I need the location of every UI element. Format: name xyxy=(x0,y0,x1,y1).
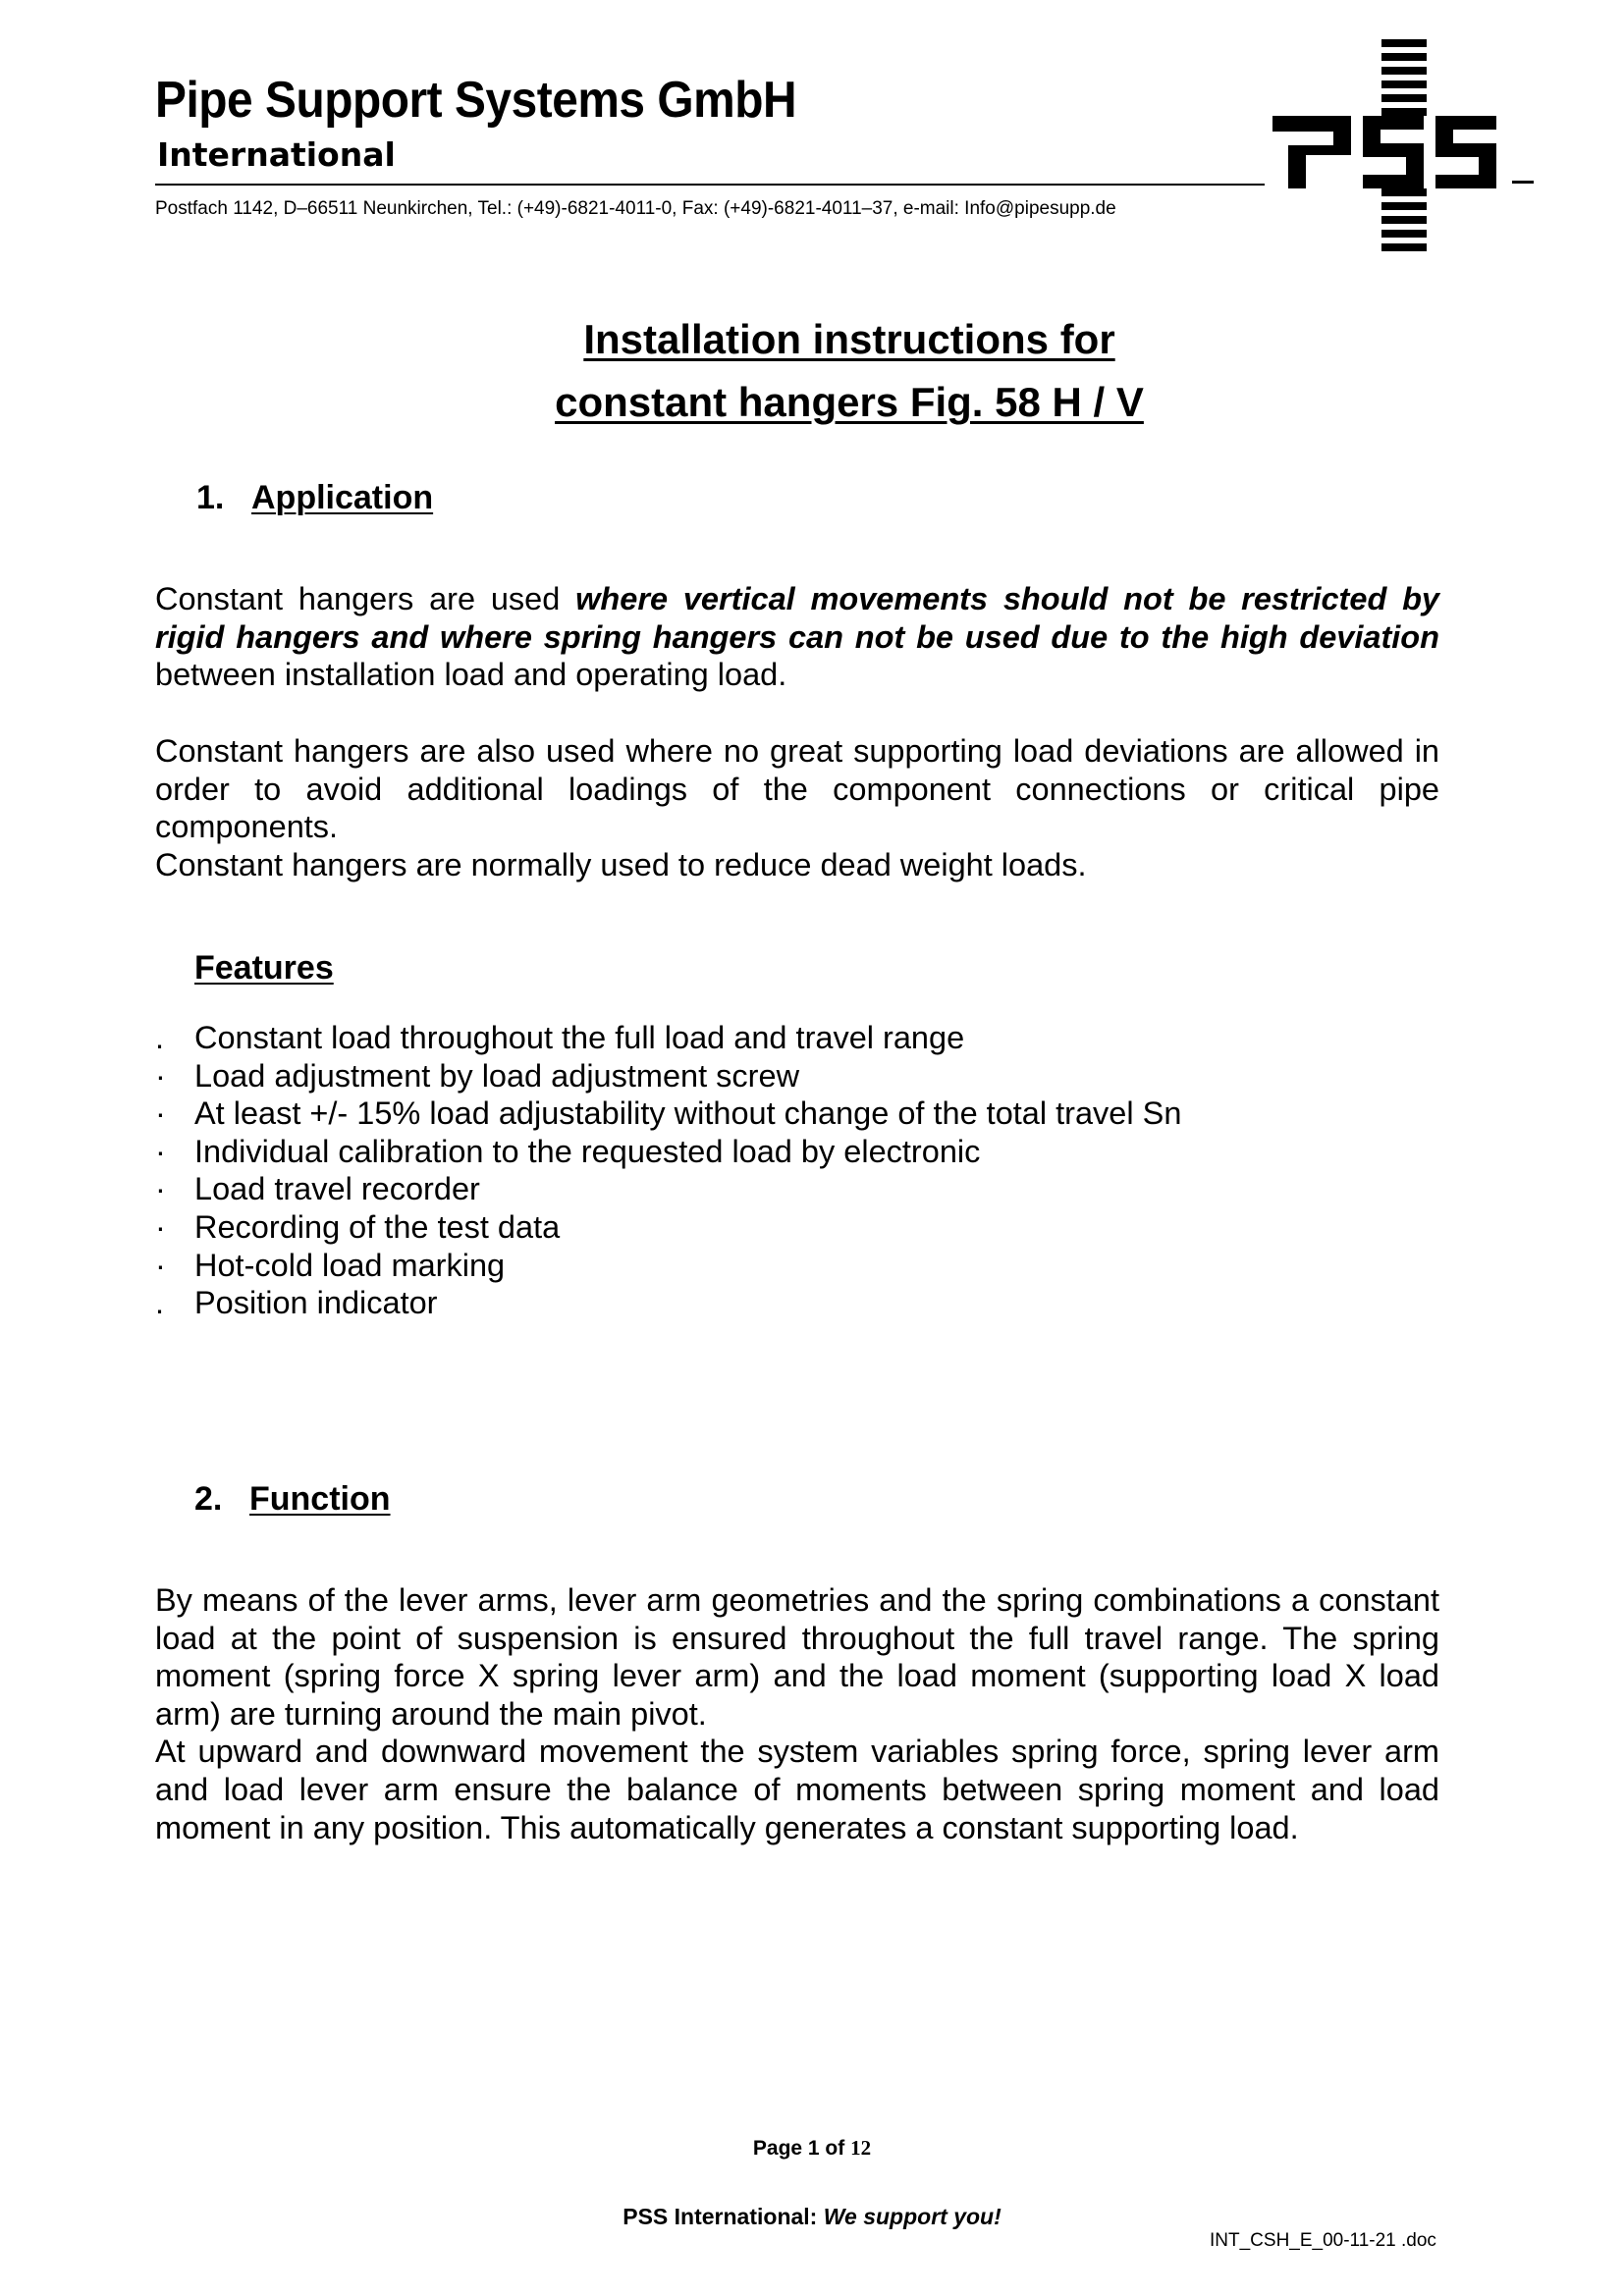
feature-text: Load travel recorder xyxy=(194,1171,480,1207)
header-rule xyxy=(155,184,1265,186)
para1-emphasis: where vertical movements should not be restricted by rigid hangers and where spring hangers can not be used due to the high deviation xyxy=(155,581,1440,655)
document-title-line2: constant hangers Fig. 58 H / V xyxy=(555,379,1144,425)
document-title-line1: Installation instructions for xyxy=(583,316,1115,362)
page-total: 12 xyxy=(850,2136,872,2160)
section1-title: Application xyxy=(251,479,434,516)
features-title: Features xyxy=(194,949,334,987)
tagline-lead: PSS International: xyxy=(623,2204,824,2229)
function-text-1: By means of the lever arms, lever arm geometries and the spring combinations a constant load at the point of suspension is ensured throughout the full travel range. The spring moment (spring force X spring lever arm) and the load moment (supporting load X load arm) are turning around the main pivot. xyxy=(155,1582,1439,1732)
section1-heading xyxy=(196,479,433,517)
section2-heading xyxy=(194,1480,391,1519)
list-bullet: · xyxy=(155,1133,166,1169)
list-bullet: · xyxy=(155,1208,166,1245)
list-bullet: · xyxy=(155,1057,166,1094)
application-paragraph-2 xyxy=(155,732,1439,883)
para3-text: Constant hangers are normally used to reduce dead weight loads. xyxy=(155,846,1087,882)
section1-number: 1. xyxy=(196,479,225,516)
company-subtitle: International xyxy=(157,135,396,174)
feature-text: Individual calibration to the requested load by electronic xyxy=(194,1133,981,1169)
function-text-2: At upward and downward movement the system variables spring force, spring lever arm and load lever arm ensure the balance of moments between spring moment and load moment in any position. This automatically generates a constant supporting load. xyxy=(155,1734,1439,1845)
footer-tagline xyxy=(0,2204,1624,2230)
document-reference: INT_CSH_E_00-11-21 .doc xyxy=(1210,2230,1436,2251)
list-bullet: . xyxy=(155,1020,165,1055)
application-paragraph-1 xyxy=(155,580,1439,694)
para1-lead: Constant hangers are used xyxy=(155,581,576,616)
section2-title: Function xyxy=(249,1480,391,1518)
feature-text: Recording of the test data xyxy=(194,1208,561,1245)
feature-text: Position indicator xyxy=(194,1285,438,1321)
pss-logo xyxy=(1267,39,1542,260)
para2-text: Constant hangers are also used where no great supporting load deviations are allowed in order to avoid additional loadings of the component connections or critical pipe components. xyxy=(155,733,1439,845)
list-bullet: · xyxy=(155,1171,166,1207)
tagline-emphasis: We support you! xyxy=(823,2204,1001,2229)
list-bullet: · xyxy=(155,1247,166,1283)
para1-tail: between installation load and operating load. xyxy=(155,657,787,693)
feature-text: At least +/- 15% load adjustability without change of the total travel Sn xyxy=(194,1095,1182,1132)
page-label: Page 1 of xyxy=(752,2137,851,2160)
page-number xyxy=(0,2136,1624,2161)
function-paragraph xyxy=(155,1581,1439,1846)
company-name: Pipe Support Systems GmbH xyxy=(155,72,797,129)
feature-text: Constant load throughout the full load and travel range xyxy=(194,1020,965,1055)
contact-line: Postfach 1142, D–66511 Neunkirchen, Tel.: (+49)-6821-4011-0, Fax: (+49)-6821-4011–37, e-mail: Info@pipesupp.de xyxy=(155,198,1116,219)
features-heading xyxy=(194,949,334,988)
section2-number: 2. xyxy=(194,1480,223,1518)
feature-text: Load adjustment by load adjustment screw xyxy=(194,1057,800,1094)
list-bullet: . xyxy=(155,1285,165,1321)
list-bullet: · xyxy=(155,1095,166,1132)
feature-text: Hot-cold load marking xyxy=(194,1247,506,1283)
